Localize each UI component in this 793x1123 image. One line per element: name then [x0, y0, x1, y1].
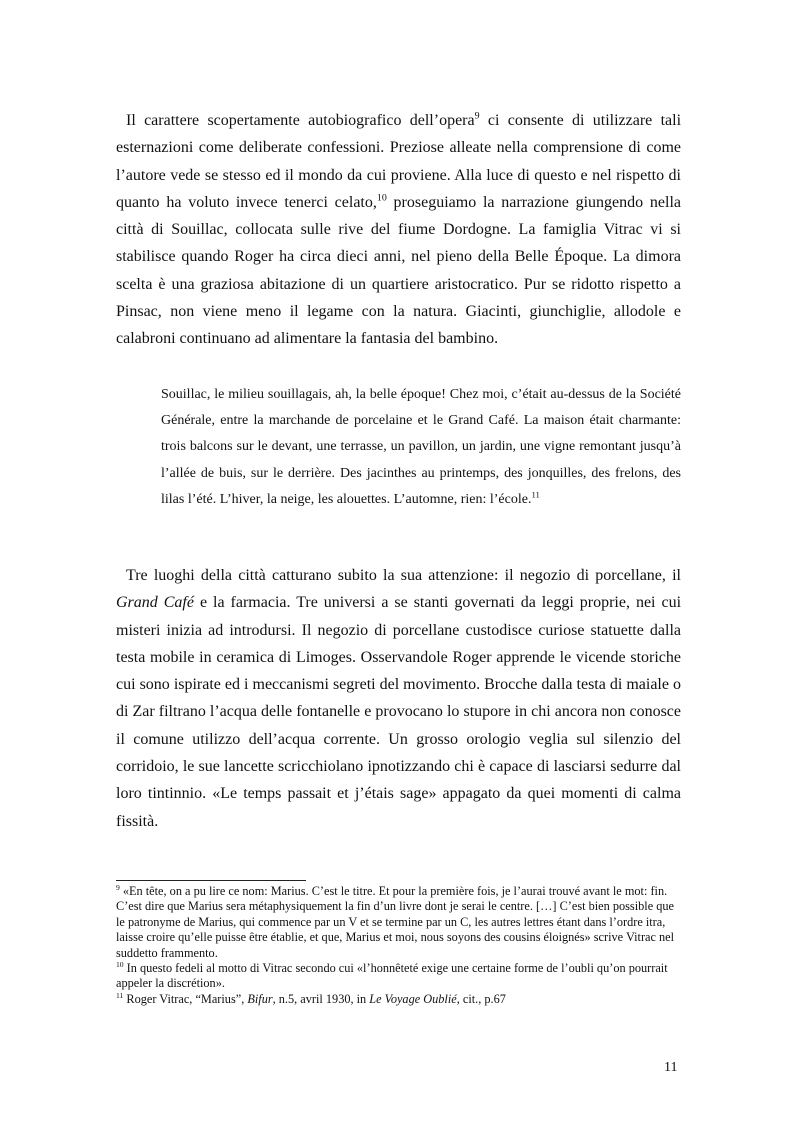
footnote-separator — [116, 880, 306, 881]
footnote-italic-title: Le Voyage Oublié — [369, 991, 457, 1006]
footnote-ref-11[interactable]: 11 — [531, 489, 540, 500]
footnote-text: In questo fedeli al motto di Vitrac secondo cui «l’honnêteté exige une certaine forme de l’oubli qu’on pourrait appeler la discrétion». — [116, 961, 668, 991]
footnote-number: 9 — [116, 882, 120, 892]
paragraph-text: Il carattere scopertamente autobiografico dell’opera — [126, 112, 475, 129]
footnote-number: 10 — [116, 959, 124, 969]
footnote-11 — [116, 992, 681, 1007]
italic-title: Grand Café — [116, 594, 194, 612]
footnote-10 — [116, 961, 681, 992]
paragraph-text: ci consente di utilizzare tali esternazioni come deliberate confessioni. Preziose alleate nella comprensione di come l’autore vede se stesso ed il mondo da cui proviene. Alla luce di questo e nel rispetto di quanto ha voluto invece tenerci celato, — [116, 112, 682, 211]
footnote-ref-9[interactable]: 9 — [474, 110, 480, 122]
quote-text: Souillac, le milieu souillagais, ah, la belle époque! Chez moi, c’était au-dessus de la Société Générale, entre la marchande de porcelaine et le Grand Café. La maison était charmante: trois balcons sur le devant, une terrasse, un pavillon, un jardin, une vigne remontant jusqu’à l’allée de buis, sur le derrière. Des jacinthes au printemps, des jonquilles, des frelons, des lilas l’été. L’hiver, la neige, les alouettes. L’automne, rien: l’école. — [161, 387, 681, 507]
footnote-ref-10[interactable]: 10 — [376, 192, 387, 204]
block-quote — [161, 382, 681, 513]
page-number: 11 — [664, 1060, 678, 1075]
footnote-text: , n.5, avril 1930, in — [272, 991, 370, 1006]
footnotes — [116, 884, 681, 1007]
footnote-9 — [116, 884, 681, 961]
paragraph-text: Tre luoghi della città catturano subito la sua attenzione: il negozio di porcellane, il — [126, 567, 681, 584]
body-paragraph-2 — [116, 562, 681, 835]
footnote-number: 11 — [116, 990, 124, 1000]
body-paragraph-1 — [116, 107, 681, 353]
footnote-italic-title: Bifur — [247, 991, 273, 1006]
footnote-text: , cit., p.67 — [456, 991, 506, 1006]
paragraph-text: proseguiamo la narrazione giungendo nella città di Souillac, collocata sulle rive del fiume Dordogne. La famiglia Vitrac vi si stabilisce quando Roger ha circa dieci anni, nel pieno della Belle Époque. La dimora scelta è una graziosa abitazione di un quartiere aristocratico. Pur se ridotto rispetto a Pinsac, non viene meno il legame con la natura. Giacinti, giunchiglie, allodole e calabroni continuano ad alimentare la fantasia del bambino. — [116, 193, 681, 348]
footnote-text: Roger Vitrac, “Marius”, — [123, 991, 248, 1006]
paragraph-text: e la farmacia. Tre universi a se stanti governati da leggi proprie, nei cui misteri inizia ad introdursi. Il negozio di porcellane custodisce curiose statuette dalla testa mobile in ceramica di Limoges. Osservandole Roger apprende le vicende storiche cui sono ispirate ed i meccanismi segreti del movimento. Brocche dalla testa di maiale o di Zar filtrano l’acqua delle fontanelle e provocano lo stupore in chi ancora non conosce il comune utilizzo dell’acqua corrente. Un grosso orologio veglia sul silenzio del corridoio, le sue lancette scricchiolano ipnotizzando chi è capace di lasciarsi sedurre dal loro tintinnio. «Le temps passait et j’étais sage» appagato da quei momenti di calma fissità. — [116, 594, 682, 830]
footnote-text: «En tête, on a pu lire ce nom: Marius. C’est le titre. Et pour la première fois, je l’aurai trouvé avant le mot: fin. C’est dire que Marius sera métaphysiquement la fin d’un livre dont je serai le centre. […] C’est bien possible que le patronyme de Marius, qui commence par un V et se termine par un C, les autres lettres étant dans l’ordre itra, laisse croire qu’elle puisse être établie, et que, Marius et moi, nous soyons des cousins éloignés» scrive Vitrac nel suddetto frammento. — [116, 884, 675, 960]
